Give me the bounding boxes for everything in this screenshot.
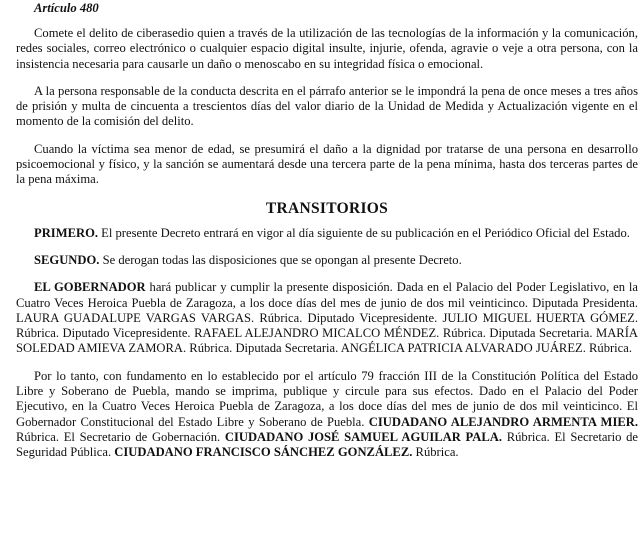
final-text-3: Rúbrica. El Secretario de Seguridad Pública. (16, 429, 638, 460)
signatory-governor: CIUDADANO ALEJANDRO ARMENTA MIER. (368, 414, 638, 429)
gobernador-text: hará publicar y cumplir la presente disposición. Dada en el Palacio del Poder Legislativo, en la Cuatro Veces Heroica Puebla de Zaragoza, a los doce días del mes de junio de dos mil veinticinco. Diputada Presidenta. LAURA GUADALUPE VARGAS VARGAS. Rúbrica. Diputado Vicepresidente. JULIO MIGUEL HUERTA GÓMEZ. Rúbrica. Diputado Vicepresidente. RAFAEL ALEJANDRO MICALCO MÉNDEZ. Rúbrica. Diputada Secretaria. MARÍA SOLEDAD AMIEVA ZAMORA. Rúbrica. Diputada Secretaria. ANGÉLICA PATRICIA ALVARADO JUÁREZ. Rúbrica. (16, 280, 638, 356)
segundo-text: Se derogan todas las disposiciones que se opongan al presente Decreto. (99, 252, 462, 267)
article-paragraph-3: Cuando la víctima sea menor de edad, se presumirá el daño a la dignidad por tratarse de una persona en desarrollo psicoemocional y físico, y la sanción se aumentará desde una tercera parte de la pena mínima, hasta dos terceras partes de la pena máxima. (16, 141, 638, 187)
primero-paragraph (16, 226, 638, 241)
document-page (16, 0, 638, 461)
segundo-paragraph (16, 253, 638, 268)
final-text-2: Rúbrica. El Secretario de Gobernación. (16, 429, 225, 444)
primero-label: PRIMERO. (34, 225, 99, 240)
article-heading: Artículo 480 (34, 1, 99, 15)
signatory-secretary-government: CIUDADANO JOSÉ SAMUEL AGUILAR PALA. (224, 429, 503, 444)
final-paragraph (16, 369, 638, 461)
final-text-1: Por lo tanto, con fundamento en lo establecido por el artículo 79 fracción III de la Constitución Política del Estado Libre y Soberano de Puebla, mando se imprima, publique y circule para sus efectos. Dado en el Palacio del Poder Ejecutivo, en la Cuatro Veces Heroica Puebla de Zaragoza, a los doce días del mes de junio de dos mil veinticinco. El Gobernador Constitucional del Estado Libre y Soberano de Puebla. (16, 368, 638, 429)
gobernador-label: EL GOBERNADOR (34, 280, 146, 295)
transitorios-title: TRANSITORIOS (265, 199, 389, 217)
final-text-4: Rúbrica. (412, 445, 459, 460)
article-paragraph-2: A la persona responsable de la conducta descrita en el párrafo anterior se le impondrá la pena de once meses a tres años de prisión y multa de cincuenta a trescientos días del valor diario de la Unidad de Medida y Actualización vigente en el momento de la comisión del delito. (16, 83, 638, 129)
article-paragraph-1: Comete el delito de ciberasedio quien a través de la utilización de las tecnologías de la información y la comunicación, redes sociales, correo electrónico o cualquier espacio digital insulte, injurie, ofenda, agravie o veje a otra persona, con la insistencia necesaria para causarle un daño o menoscabo en su integridad física o emocional. (16, 26, 638, 71)
gobernador-paragraph (16, 280, 638, 356)
signatory-secretary-security: CIUDADANO FRANCISCO SÁNCHEZ GONZÁLEZ. (114, 445, 413, 460)
segundo-label: SEGUNDO. (34, 252, 100, 267)
primero-text: El presente Decreto entrará en vigor al día siguiente de su publicación en el Periódico Oficial del Estado. (98, 225, 630, 240)
